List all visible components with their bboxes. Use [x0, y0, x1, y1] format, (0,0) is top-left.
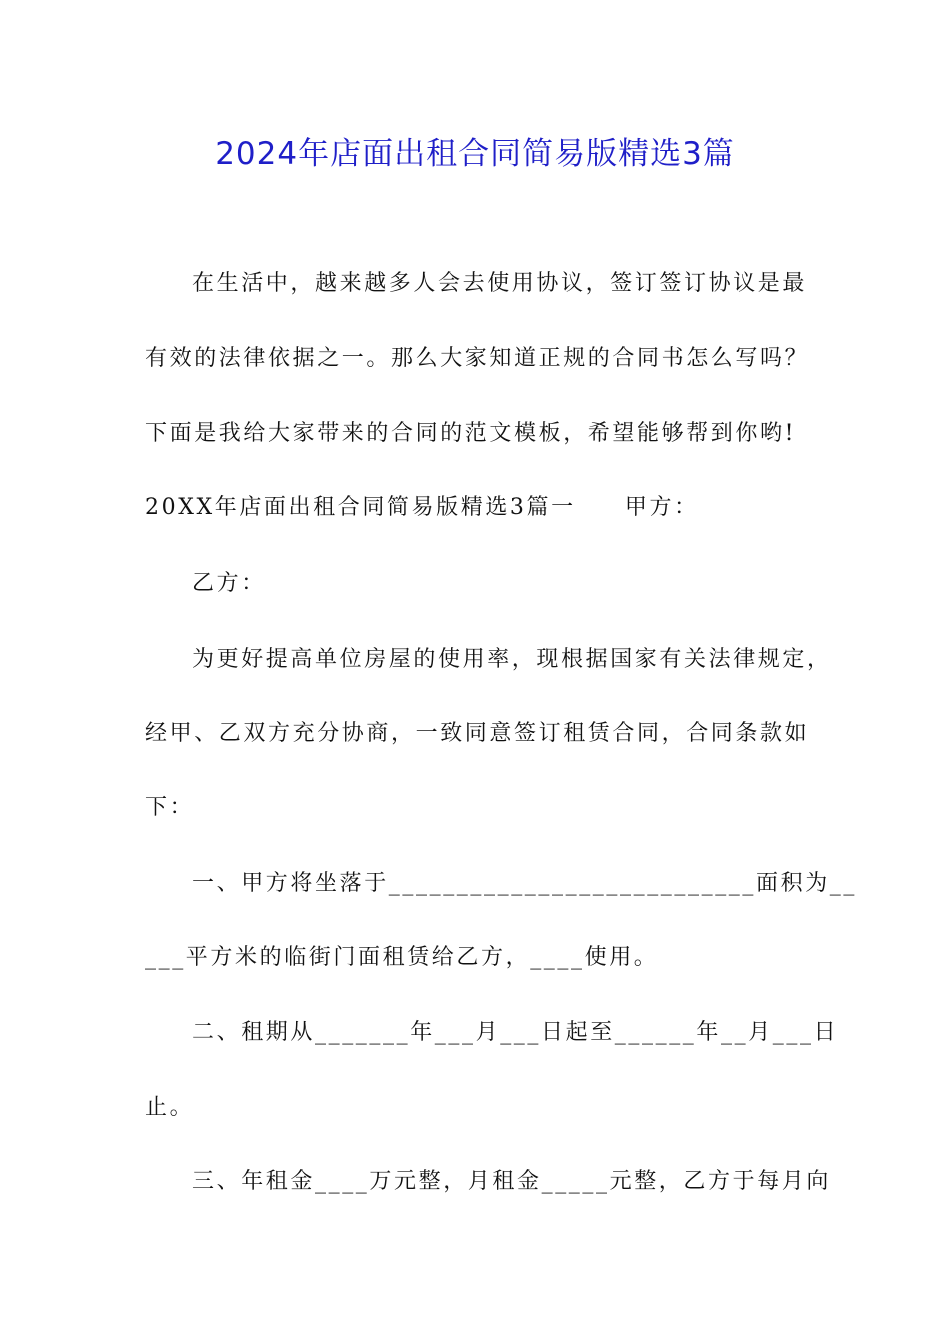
paragraph-line: 为更好提高单位房屋的使用率，现根据国家有关法律规定， — [192, 647, 832, 672]
paragraph-line: 二、租期从_______年___月___日起至______年__月___日 — [192, 1020, 839, 1045]
document-title: 2024年店面出租合同简易版精选3篇 — [215, 136, 735, 172]
paragraph-line: 有效的法律依据之一。那么大家知道正规的合同书怎么写吗？ — [145, 346, 810, 371]
paragraph-line: 在生活中，越来越多人会去使用协议，签订签订协议是最 — [192, 271, 808, 296]
paragraph-line: 止。 — [145, 1095, 195, 1120]
paragraph-line: 一、甲方将坐落于___________________________面积为__ — [192, 871, 858, 896]
paragraph-line: 20XX年店面出租合同简易版精选3篇一 甲方： — [145, 495, 699, 520]
paragraph-line: 经甲、乙双方充分协商，一致同意签订租赁合同，合同条款如 — [145, 721, 810, 746]
paragraph-line: ___平方米的临街门面租赁给乙方，____使用。 — [145, 945, 659, 970]
paragraph-line: 下面是我给大家带来的合同的范文模板，希望能够帮到你哟! — [145, 421, 797, 446]
paragraph-line: 乙方： — [192, 571, 266, 596]
paragraph-line: 下： — [145, 795, 195, 820]
paragraph-line: 三、年租金____万元整，月租金_____元整，乙方于每月向 — [192, 1169, 832, 1194]
